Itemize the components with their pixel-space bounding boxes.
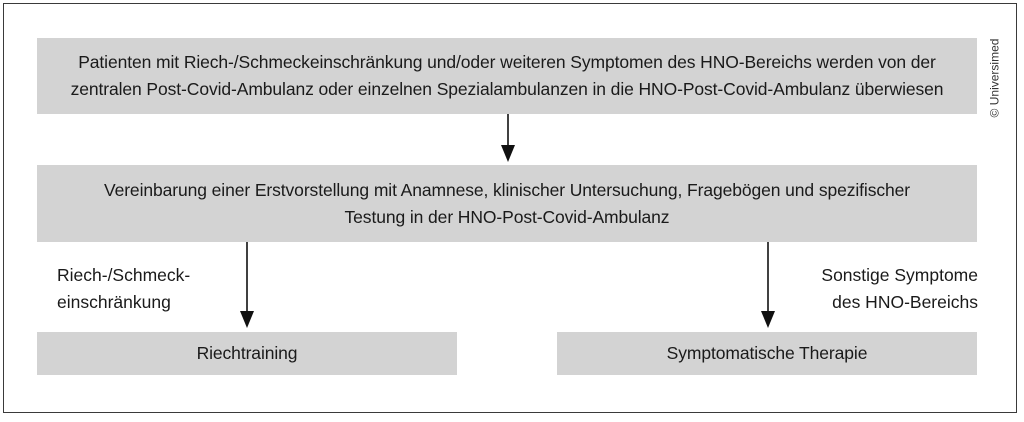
- other-symptoms-label-line-2: des HNO-Bereichs: [832, 292, 978, 312]
- consultation-text-line-1: Vereinbarung einer Erstvorstellung mit Anamnese, klinischer Untersuchung, Fragebögen und spezifischer: [103, 179, 911, 200]
- initial-consultation-box: [37, 165, 977, 242]
- other-symptoms-label-line-1: Sonstige Symptome: [821, 265, 978, 285]
- smell-training-box: [37, 332, 457, 375]
- symptomatic-therapy-box: [557, 332, 977, 375]
- consultation-text-line-2: Testung in der HNO-Post-Covid-Ambulanz: [344, 206, 670, 227]
- referral-text-line-2: zentralen Post-Covid-Ambulanz oder einzelnen Spezialambulanzen in die HNO-Post-Covid-Ambulanz überwiesen: [70, 79, 944, 99]
- smell-taste-condition-label: [57, 262, 227, 316]
- referral-box: [37, 38, 977, 114]
- copyright-notice: [983, 28, 1005, 128]
- smell-taste-label-line-1: Riech-/Schmeck-: [57, 265, 191, 285]
- referral-text-line-1: Patienten mit Riech-/Schmeckeinschränkung und/oder weiteren Symptomen des HNO-Bereichs werden von der: [78, 52, 936, 72]
- smell-training-label: Riechtraining: [196, 343, 298, 363]
- symptomatic-therapy-label: Symptomatische Therapie: [666, 343, 868, 363]
- other-symptoms-condition-label: [780, 262, 978, 316]
- smell-taste-label-line-2: einschränkung: [57, 292, 171, 312]
- copyright-text: © Universimed: [987, 38, 1001, 118]
